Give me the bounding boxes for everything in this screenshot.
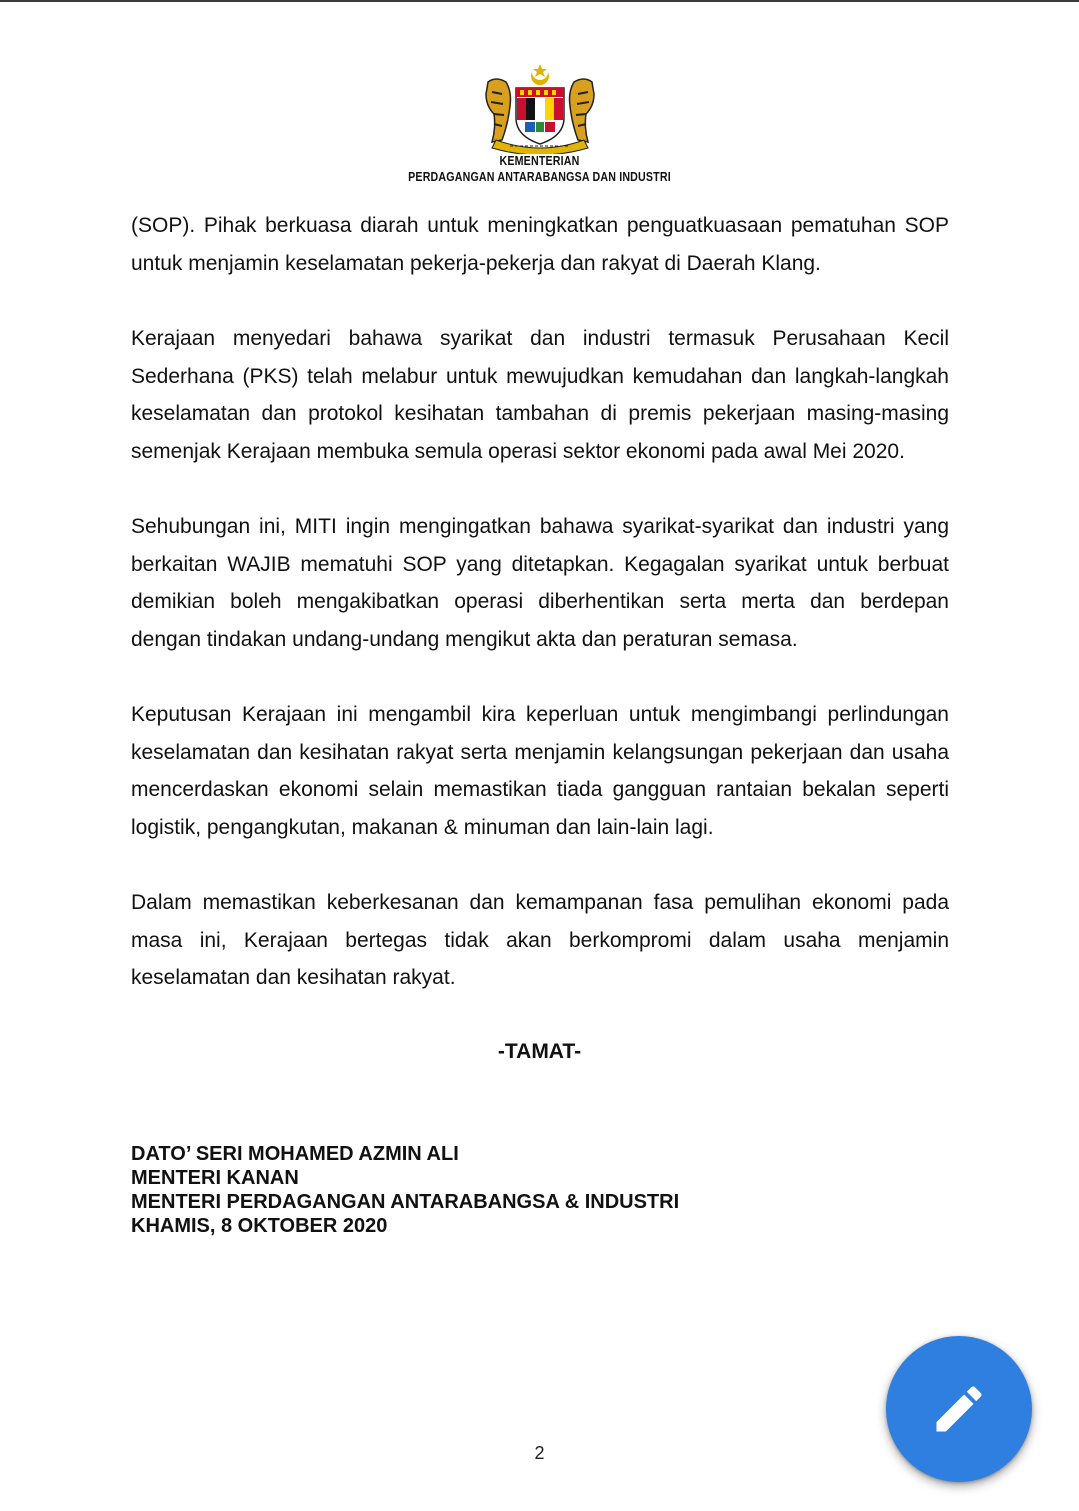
signatory-title-2: MENTERI PERDAGANGAN ANTARABANGSA & INDUSTRI — [131, 1191, 680, 1213]
edit-fab-button[interactable] — [886, 1336, 1032, 1482]
page-number: 2 — [534, 1443, 545, 1463]
paragraph-2: Kerajaan menyedari bahawa syarikat dan industri termasuk Perusahaan Kecil Sederhana (PKS) telah melabur untuk mewujudkan kemudahan dan langkah-langkah keselamatan dan protokol kesihatan tambahan di premis pekerjaan masing-masing semenjak Kerajaan membuka semula operasi sektor ekonomi pada awal Mei 2020. — [131, 327, 949, 463]
ministry-name-line-1: KEMENTERIAN — [499, 153, 580, 168]
ministry-name-line-2: PERDAGANGAN ANTARABANGSA DAN INDUSTRI — [408, 169, 671, 184]
signature-block — [131, 1142, 679, 1238]
pencil-icon — [929, 1379, 989, 1439]
paragraph-1: (SOP). Pihak berkuasa diarah untuk meningkatkan penguatkuasaan pematuhan SOP untuk menjamin keselamatan pekerja-pekerja dan rakyat di Daerah Klang. — [131, 214, 949, 275]
paragraph-5: Dalam memastikan keberkesanan dan kemampanan fasa pemulihan ekonomi pada masa ini, Kerajaan bertegas tidak akan berkompromi dalam usaha menjamin keselamatan dan kesihatan rakyat. — [131, 891, 949, 989]
end-marker: -TAMAT- — [497, 1040, 582, 1063]
coat-of-arms-emblem — [470, 62, 610, 154]
signature-date: KHAMIS, 8 OKTOBER 2020 — [131, 1215, 388, 1237]
letterhead — [0, 62, 1079, 154]
paragraph-4: Keputusan Kerajaan ini mengambil kira keperluan untuk mengimbangi perlindungan keselamatan dan kesihatan rakyat serta menjamin kelangsungan pekerjaan dan usaha mencerdaskan ekonomi selain memastikan tiada gangguan rantaian bekalan seperti logistik, pengangkutan, makanan & minuman dan lain-lain lagi. — [131, 703, 949, 839]
paragraph-3: Sehubungan ini, MITI ingin mengingatkan bahawa syarikat-syarikat dan industri yang berkaitan WAJIB mematuhi SOP yang ditetapkan. Kegagalan syarikat untuk berbuat demikian boleh mengakibatkan operasi diberhentikan serta merta dan berdepan dengan tindakan undang-undang mengikut akta dan peraturan semasa. — [131, 515, 949, 651]
document-page[interactable] — [0, 2, 1079, 1511]
signatory-name: DATO’ SERI MOHAMED AZMIN ALI — [131, 1143, 459, 1165]
signatory-title-1: MENTERI KANAN — [131, 1167, 299, 1189]
